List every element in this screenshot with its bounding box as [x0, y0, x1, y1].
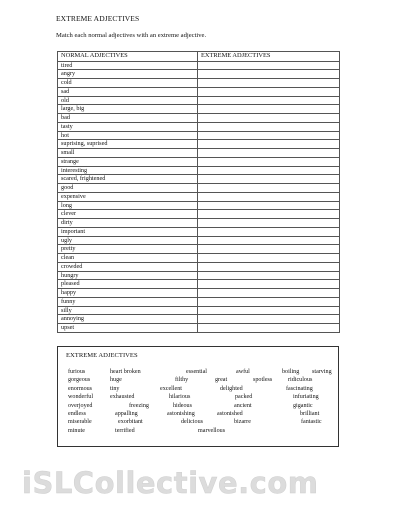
normal-adjective-cell: small [58, 149, 198, 158]
normal-adjective-cell: good [58, 184, 198, 193]
extreme-adjective-answer-cell[interactable] [198, 175, 340, 184]
extreme-adjective-answer-cell[interactable] [198, 184, 340, 193]
table-row [58, 122, 340, 131]
extreme-adjective-answer-cell[interactable] [198, 315, 340, 324]
extreme-adjective-answer-cell[interactable] [198, 254, 340, 263]
table-row [58, 289, 340, 298]
table-row [58, 192, 340, 201]
word-bank-item: hideous [173, 402, 192, 409]
normal-adjective-cell: bad [58, 114, 198, 123]
word-bank-item: minute [68, 427, 85, 434]
word-bank-item: ancient [234, 402, 252, 409]
extreme-adjective-answer-cell[interactable] [198, 210, 340, 219]
word-bank-item: packed [235, 394, 253, 401]
extreme-adjective-answer-cell[interactable] [198, 122, 340, 131]
normal-adjective-cell: happy [58, 289, 198, 298]
extreme-adjective-answer-cell[interactable] [198, 324, 340, 333]
extreme-adjective-answer-cell[interactable] [198, 236, 340, 245]
table-row [58, 87, 340, 96]
table-row [58, 140, 340, 149]
table-row [58, 219, 340, 228]
normal-adjective-cell: suprising, suprised [58, 140, 198, 149]
extreme-adjective-answer-cell[interactable] [198, 140, 340, 149]
table-row [58, 324, 340, 333]
table-row [58, 96, 340, 105]
extreme-adjective-answer-cell[interactable] [198, 306, 340, 315]
extreme-adjective-answer-cell[interactable] [198, 262, 340, 271]
table-row [58, 70, 340, 79]
table-row [58, 227, 340, 236]
extreme-adjective-answer-cell[interactable] [198, 79, 340, 88]
table-row [58, 131, 340, 140]
extreme-adjectives-word-box [57, 346, 339, 447]
extreme-adjective-answer-cell[interactable] [198, 149, 340, 158]
extreme-adjective-answer-cell[interactable] [198, 96, 340, 105]
extreme-adjective-answer-cell[interactable] [198, 70, 340, 79]
table-body [58, 61, 340, 332]
word-bank-item: spotless [253, 377, 273, 384]
word-bank-item: huge [110, 377, 122, 384]
normal-adjective-cell: strange [58, 157, 198, 166]
extreme-adjective-answer-cell[interactable] [198, 245, 340, 254]
word-bank-item: fascinating [286, 385, 313, 392]
normal-adjective-cell: angry [58, 70, 198, 79]
watermark-logo: iSLCollective.com [22, 466, 319, 500]
table-row [58, 236, 340, 245]
table-row [58, 149, 340, 158]
extreme-adjective-answer-cell[interactable] [198, 289, 340, 298]
normal-adjective-cell: hungry [58, 271, 198, 280]
extreme-adjective-answer-cell[interactable] [198, 297, 340, 306]
word-bank-item: exorbitant [118, 419, 143, 426]
word-bank-item: ridiculous [288, 377, 313, 384]
normal-adjective-cell: important [58, 227, 198, 236]
normal-adjective-cell: expensive [58, 192, 198, 201]
word-bank-item: delighted [220, 385, 243, 392]
normal-adjective-cell: tired [58, 61, 198, 70]
table-row [58, 201, 340, 210]
normal-adjective-cell: crowded [58, 262, 198, 271]
word-bank-item: excellent [160, 385, 182, 392]
word-bank-item: terrified [115, 427, 135, 434]
table-row [58, 262, 340, 271]
table-header-row [58, 52, 340, 62]
word-bank-item: bizarre [234, 419, 251, 426]
extreme-adjective-answer-cell[interactable] [198, 87, 340, 96]
table-row [58, 175, 340, 184]
normal-adjective-cell: interesting [58, 166, 198, 175]
word-bank-item: tiny [110, 385, 120, 392]
extreme-adjective-answer-cell[interactable] [198, 201, 340, 210]
word-bank-item: infuriating [293, 394, 319, 401]
extreme-adjective-answer-cell[interactable] [198, 219, 340, 228]
normal-adjective-cell: funny [58, 297, 198, 306]
normal-adjective-cell: large, big [58, 105, 198, 114]
word-bank-item: filthy [175, 377, 189, 384]
normal-adjective-cell: ugly [58, 236, 198, 245]
extreme-adjective-answer-cell[interactable] [198, 105, 340, 114]
word-bank-item: awful [236, 369, 250, 375]
normal-adjective-cell: hot [58, 131, 198, 140]
word-box-title: EXTREME ADJECTIVES [66, 352, 138, 359]
extreme-adjective-answer-cell[interactable] [198, 114, 340, 123]
normal-adjective-cell: pleased [58, 280, 198, 289]
word-bank-item: boiling [282, 369, 300, 375]
word-bank-item: exhausted [110, 394, 135, 401]
table-row [58, 79, 340, 88]
word-bank-item: starving [312, 369, 332, 375]
extreme-adjective-answer-cell[interactable] [198, 280, 340, 289]
extreme-adjective-answer-cell[interactable] [198, 131, 340, 140]
extreme-adjective-answer-cell[interactable] [198, 166, 340, 175]
table-row [58, 114, 340, 123]
header-extreme-adjectives: EXTREME ADJECTIVES [198, 52, 340, 62]
word-bank-item: overjoyed [68, 402, 93, 409]
table-row [58, 105, 340, 114]
instructions: Match each normal adjectives with an extreme adjective. [56, 32, 207, 39]
word-bank-item: delicious [181, 419, 204, 426]
normal-adjective-cell: tasty [58, 122, 198, 131]
normal-adjective-cell: silly [58, 306, 198, 315]
word-bank-item: heart broken [110, 369, 141, 375]
table-row [58, 297, 340, 306]
word-bank-item: furious [68, 369, 86, 375]
table-row [58, 210, 340, 219]
normal-adjective-cell: clean [58, 254, 198, 263]
word-bank-item: gorgeous [68, 377, 91, 384]
normal-adjective-cell: upset [58, 324, 198, 333]
normal-adjective-cell: sad [58, 87, 198, 96]
table-row [58, 61, 340, 70]
word-bank-item: enormous [68, 385, 93, 392]
word-bank-item: brilliant [300, 411, 320, 417]
word-bank-item: appalling [115, 411, 138, 417]
word-bank-item: miserable [68, 419, 92, 426]
table-row [58, 166, 340, 175]
table-row [58, 271, 340, 280]
table-row [58, 245, 340, 254]
extreme-adjective-answer-cell[interactable] [198, 227, 340, 236]
table-row [58, 157, 340, 166]
word-bank-item: astonished [217, 411, 243, 417]
table-row [58, 315, 340, 324]
header-normal-adjectives: NORMAL ADJECTIVES [58, 52, 198, 62]
word-bank-item: marvellous [198, 427, 226, 434]
table-row [58, 184, 340, 193]
table-row [58, 306, 340, 315]
normal-adjective-cell: clever [58, 210, 198, 219]
normal-adjective-cell: cold [58, 79, 198, 88]
extreme-adjective-answer-cell[interactable] [198, 271, 340, 280]
adjectives-table [57, 51, 340, 333]
word-bank-item: hilarious [169, 394, 191, 401]
extreme-adjective-answer-cell[interactable] [198, 61, 340, 70]
extreme-adjective-answer-cell[interactable] [198, 192, 340, 201]
word-bank-item: freezing [129, 402, 149, 409]
word-bank-item: endless [68, 411, 86, 417]
normal-adjective-cell: dirty [58, 219, 198, 228]
normal-adjective-cell: scared, frightened [58, 175, 198, 184]
normal-adjective-cell: annoying [58, 315, 198, 324]
word-bank-item: gigantic [293, 402, 313, 409]
word-bank-item: fantastic [301, 419, 322, 426]
word-bank-item: astonishing [167, 411, 195, 417]
extreme-adjective-answer-cell[interactable] [198, 157, 340, 166]
normal-adjective-cell: long [58, 201, 198, 210]
normal-adjective-cell: old [58, 96, 198, 105]
word-bank-item: essential [186, 369, 207, 375]
word-bank-item: wonderful [68, 394, 94, 401]
worksheet-title: EXTREME ADJECTIVES [56, 14, 140, 23]
word-bank-item: great [215, 377, 228, 384]
table-row [58, 254, 340, 263]
normal-adjective-cell: pretty [58, 245, 198, 254]
table-row [58, 280, 340, 289]
